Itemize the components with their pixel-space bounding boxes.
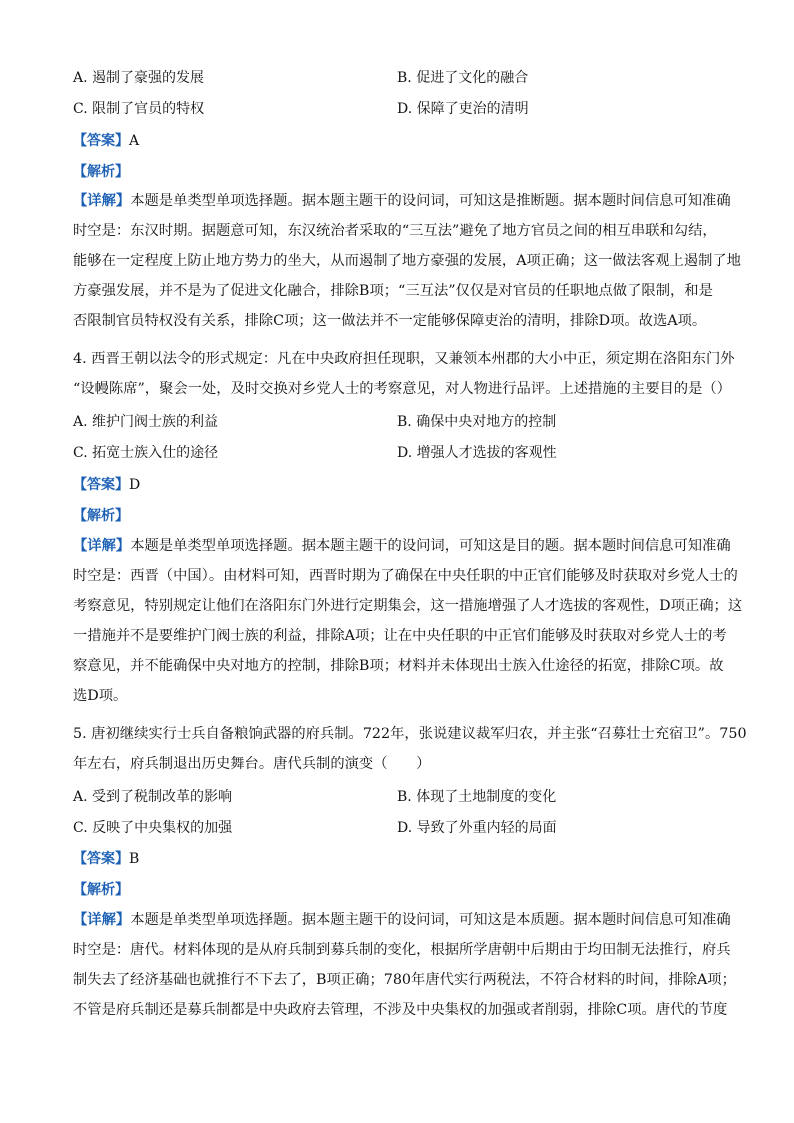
- stem-line: “设幔陈席”，聚会一处，及时交换对乡党人士的考察意见，对人物进行品评。上述措施的主要目的是（）: [73, 381, 731, 397]
- detail-line: 选D项。: [73, 688, 128, 704]
- answer-label: 【答案】: [73, 133, 129, 149]
- q5-stem: [73, 719, 747, 779]
- q5-option-d: D. 导致了外重内轻的局面: [397, 820, 557, 836]
- q5-options-row-2: [73, 817, 733, 841]
- q3-answer: [73, 130, 139, 150]
- q3-options-row-1: [73, 67, 733, 91]
- detail-line: 察意见，并不能确保中央对地方的控制，排除B项；材料并未体现出士族入仕途径的拓宽，排除C项。故: [73, 658, 724, 674]
- q4-answer: [73, 474, 140, 494]
- detail-label: 【详解】: [73, 193, 131, 209]
- detail-line: 能够在一定程度上防止地方势力的坐大，从而遏制了地方豪强的发展，A项正确；这一做法客观上遏制了地: [73, 253, 741, 269]
- answer-value: A: [129, 133, 140, 149]
- q5-options-row-1: [73, 786, 733, 810]
- q4-analysis-heading: [73, 505, 129, 525]
- answer-value: D: [129, 477, 141, 493]
- q3-analysis-heading: [73, 161, 129, 181]
- detail-line: 考察意见，特别规定让他们在洛阳东门外进行定期集会，这一措施增强了人才选拔的客观性，D项正确；这: [73, 598, 743, 614]
- detail-line: 方豪强发展，并不是为了促进文化融合，排除B项；“三互法”仅仅是对官员的任职地点做了限制，和是: [73, 283, 713, 299]
- q4-option-b: B. 确保中央对地方的控制: [397, 414, 557, 430]
- q5-option-a: A. 受到了税制改革的影响: [73, 789, 233, 805]
- detail-line: 时空是：东汉时期。据题意可知，东汉统治者采取的“三互法”避免了地方官员之间的相互串联和勾结，: [73, 223, 717, 239]
- q3-detail: [73, 186, 741, 336]
- q5-option-b: B. 体现了土地制度的变化: [397, 789, 557, 805]
- q4-option-d: D. 增强人才选拔的客观性: [397, 445, 557, 461]
- detail-line: 否限制官员特权没有关系，排除C项；这一做法并不一定能够保障吏治的清明，排除D项。故选A项。: [73, 313, 707, 329]
- detail-line: 不管是府兵制还是募兵制都是中央政府去管理，不涉及中央集权的加强或者削弱，排除C项。唐代的节度: [73, 1002, 728, 1018]
- answer-value: B: [129, 851, 140, 867]
- q5-detail: [73, 905, 736, 1025]
- stem-line: 5. 唐初继续实行士兵自备粮饷武器的府兵制。722年，张说建议裁军归农，并主张“召募壮士充宿卫”。750: [73, 726, 747, 742]
- answer-label: 【答案】: [73, 477, 129, 493]
- q5-analysis-heading: [73, 879, 129, 899]
- q3-option-a: A. 遏制了豪强的发展: [73, 70, 205, 86]
- q4-detail: [73, 531, 743, 711]
- detail-line: 一措施并不是要维护门阀士族的利益，排除A项；让在中央任职的中正官们能够及时获取对乡党人士的考: [73, 628, 727, 644]
- q4-option-c: C. 拓宽士族入仕的途径: [73, 445, 219, 461]
- detail-line: 制失去了经济基础也就推行不下去了，B项正确；780年唐代实行两税法，不符合材料的时间，排除A项；: [73, 972, 736, 988]
- q3-option-c: C. 限制了官员的特权: [73, 101, 205, 117]
- q3-option-d: D. 保障了吏治的清明: [397, 101, 529, 117]
- analysis-label: 【解析】: [73, 508, 129, 524]
- detail-label: 【详解】: [73, 538, 131, 554]
- detail-line: 时空是：西晋（中国）。由材料可知，西晋时期为了确保在中央任职的中正官们能够及时获取对乡党人士的: [73, 568, 738, 584]
- detail-line: 【详解】本题是单类型单项选择题。据本题主题干的设问词，可知这是推断题。据本题时间信息可知准确: [73, 193, 731, 209]
- q4-option-a: A. 维护门阀士族的利益: [73, 414, 219, 430]
- q3-option-b: B. 促进了文化的融合: [397, 70, 529, 86]
- answer-label: 【答案】: [73, 851, 129, 867]
- detail-line: 【详解】本题是单类型单项选择题。据本题主题干的设问词，可知这是目的题。据本题时间信息可知准确: [73, 538, 731, 554]
- analysis-label: 【解析】: [73, 882, 129, 898]
- detail-line: 【详解】本题是单类型单项选择题。据本题主题干的设问词，可知这是本质题。据本题时间信息可知准确: [73, 912, 731, 928]
- q5-option-c: C. 反映了中央集权的加强: [73, 820, 233, 836]
- q4-stem: [73, 344, 735, 404]
- analysis-label: 【解析】: [73, 164, 129, 180]
- q5-answer: [73, 848, 139, 868]
- detail-label: 【详解】: [73, 912, 131, 928]
- q4-options-row-2: [73, 442, 733, 466]
- stem-line: 年左右，府兵制退出历史舞台。唐代兵制的演变（ ）: [73, 756, 431, 772]
- q3-options-row-2: [73, 98, 733, 122]
- detail-line: 时空是：唐代。材料体现的是从府兵制到募兵制的变化，根据所学唐朝中后期由于均田制无法推行，府兵: [73, 942, 731, 958]
- stem-line: 4. 西晋王朝以法令的形式规定：凡在中央政府担任现职，又兼领本州郡的大小中正，须定期在洛阳东门外: [73, 351, 735, 367]
- q4-options-row-1: [73, 411, 733, 435]
